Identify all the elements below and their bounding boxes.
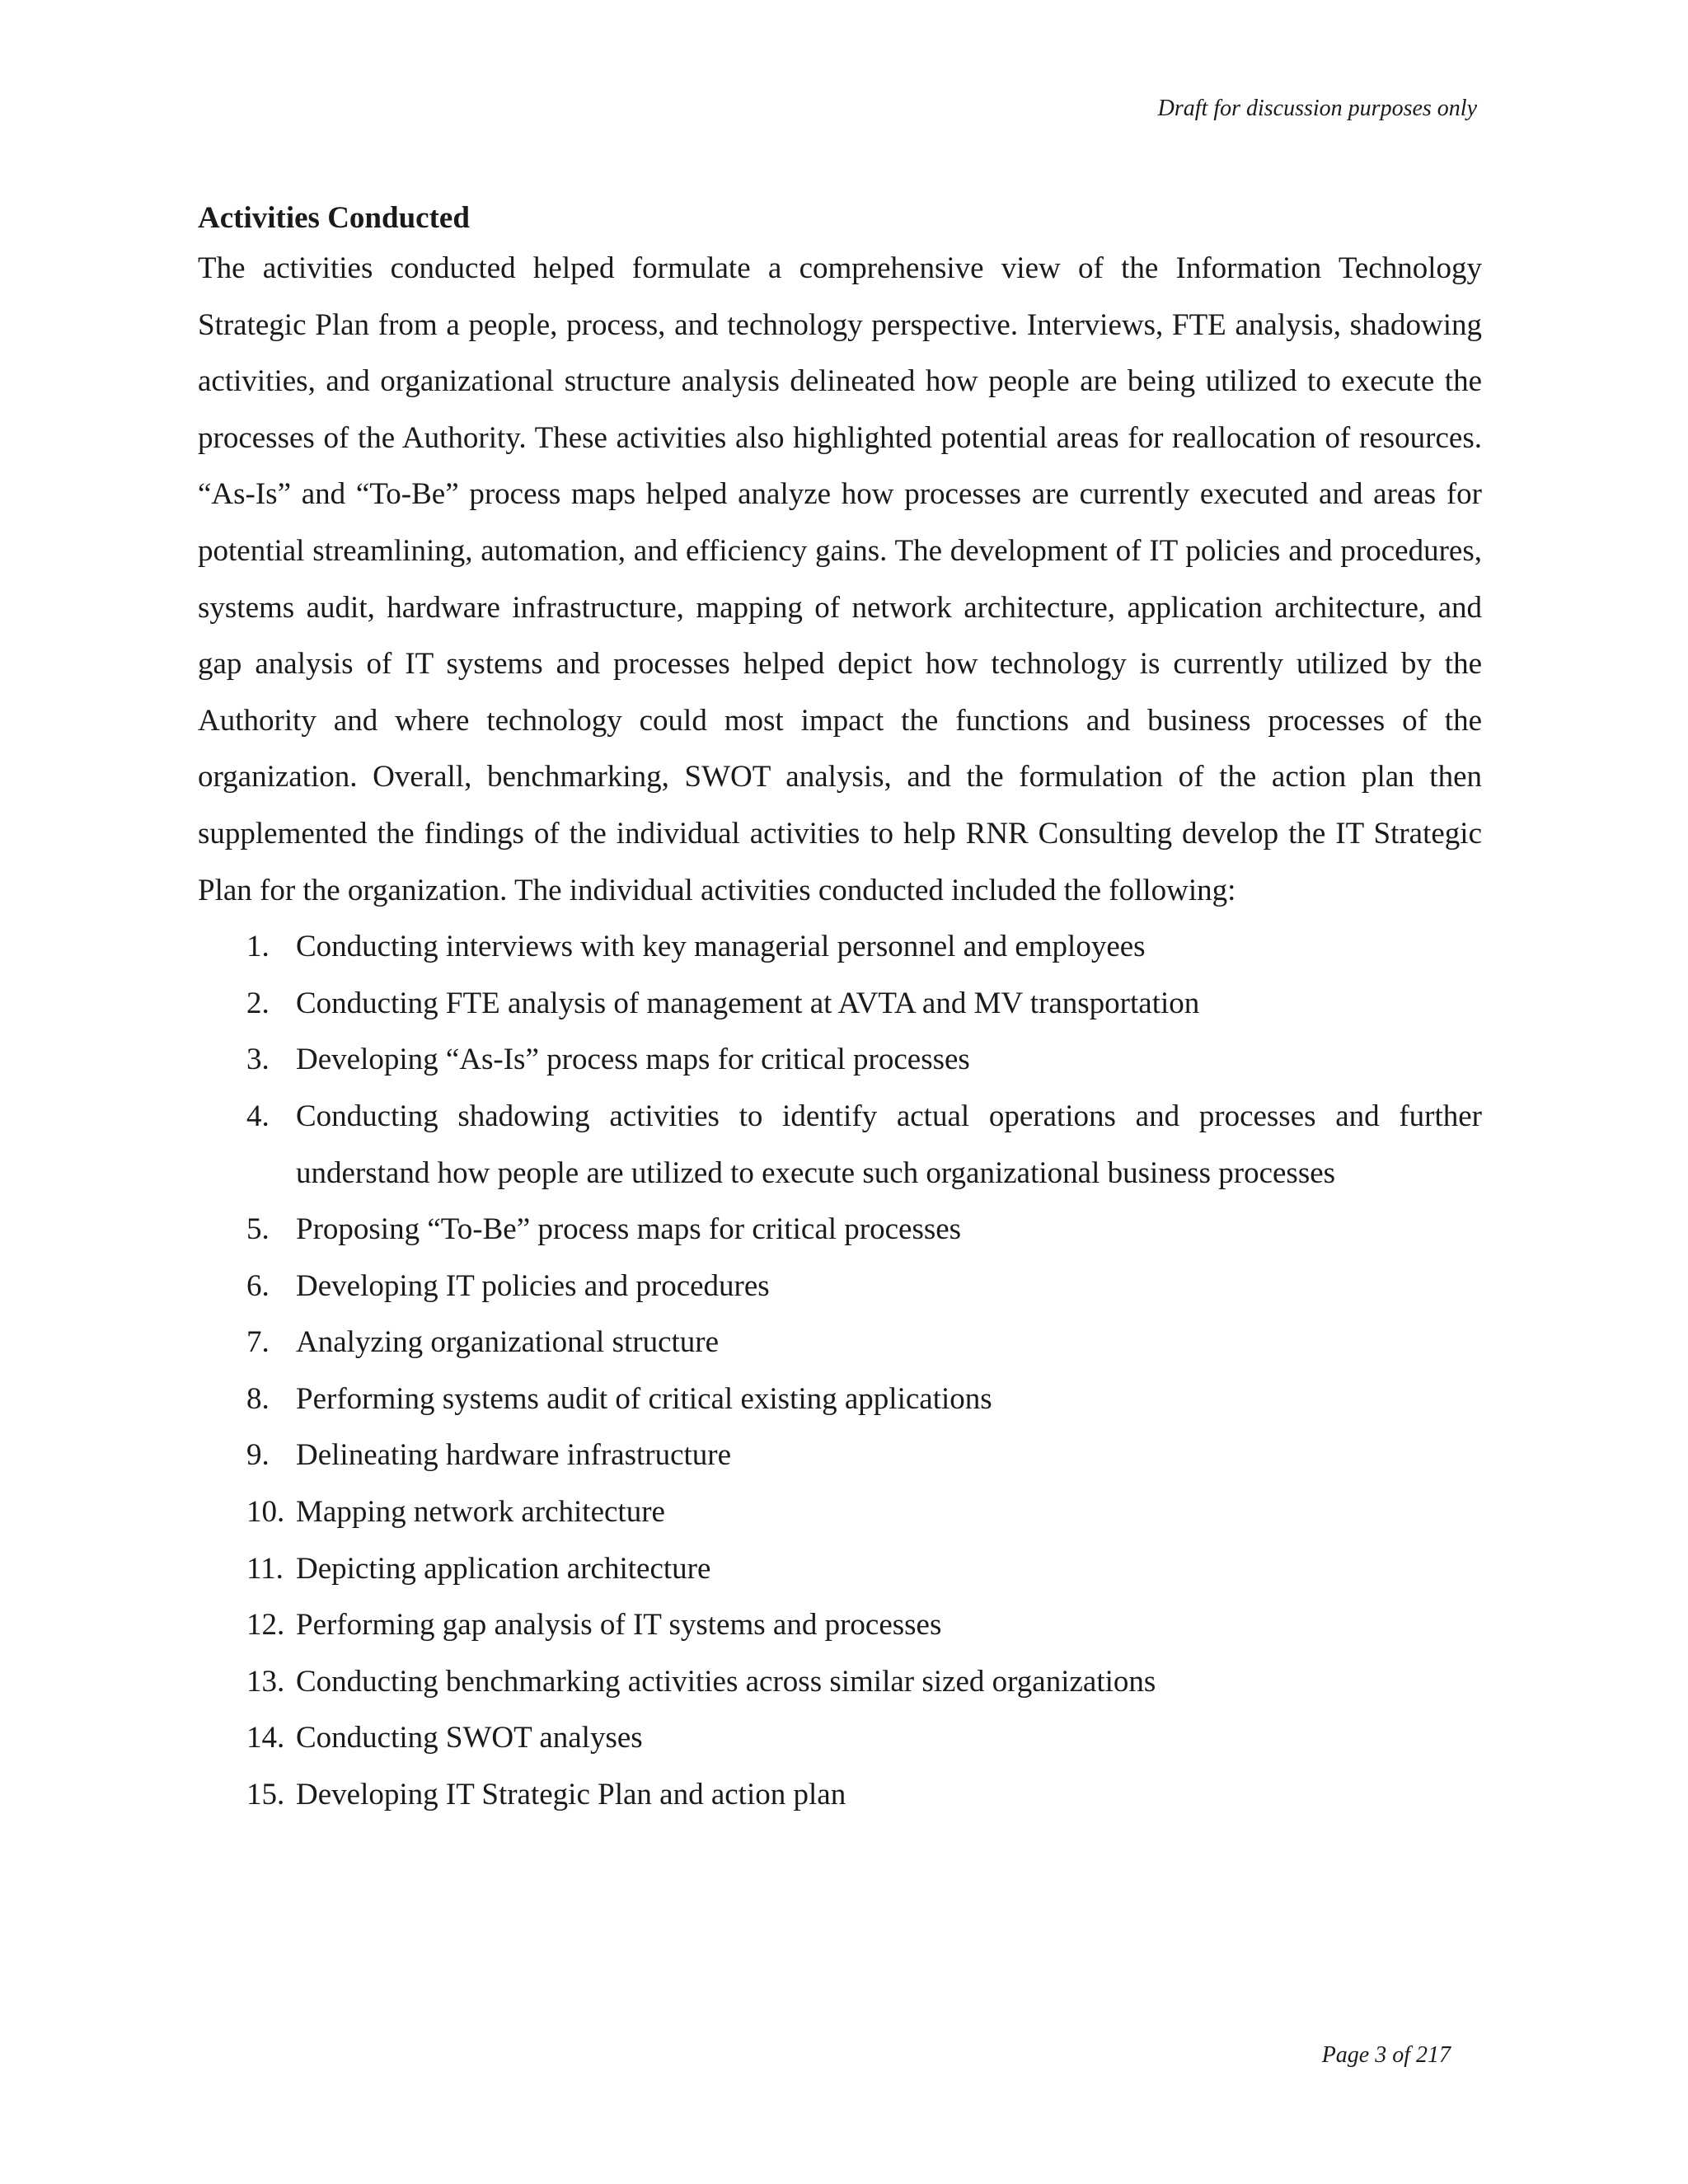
list-item-number-label: 13. bbox=[246, 1664, 285, 1699]
header-draft-note: Draft for discussion purposes only bbox=[1157, 96, 1477, 121]
list-item-number bbox=[198, 1654, 296, 1711]
list-item bbox=[198, 1032, 1482, 1089]
list-item-number bbox=[198, 1315, 296, 1371]
list-item-number bbox=[198, 1032, 296, 1089]
list-item-number-label: 4. bbox=[246, 1099, 270, 1133]
list-item-number bbox=[198, 1258, 296, 1315]
list-item-number-label: 14. bbox=[246, 1721, 285, 1755]
list-item-text: Performing gap analysis of IT systems and processes bbox=[296, 1608, 942, 1643]
list-item-text: Developing IT policies and procedures bbox=[296, 1268, 770, 1303]
list-item-number-label: 5. bbox=[246, 1212, 270, 1247]
list-item-number bbox=[198, 1371, 296, 1428]
list-item bbox=[198, 1371, 1482, 1428]
list-item-text: Conducting benchmarking activities across similar sized organizations bbox=[296, 1664, 1156, 1699]
list-item-text: Proposing “To-Be” process maps for critical processes bbox=[296, 1212, 962, 1247]
section-paragraph: The activities conducted helped formulate a comprehensive view of the Information Technology Strategic Plan from a people, process, and technology perspective. Interviews, FTE analysis, shadowing activities, and organizational structure analysis delineated how people are being utilized to execute the processes of the Authority. These activities also highlighted potential areas for reallocation of resources. “As-Is” and “To-Be” process maps helped analyze how processes are currently executed and areas for potential streamlining, automation, and efficiency gains. The development of IT policies and procedures, systems audit, hardware infrastructure, mapping of network architecture, application architecture, and gap analysis of IT systems and processes helped depict how technology is currently utilized by the Authority and where technology could most impact the functions and business processes of the organization. Overall, benchmarking, SWOT analysis, and the formulation of the action plan then supplemented the findings of the individual activities to help RNR Consulting develop the IT Strategic Plan for the organization. The individual activities conducted included the following: bbox=[198, 251, 1482, 907]
list-item bbox=[198, 1202, 1482, 1258]
list-item bbox=[198, 1541, 1482, 1598]
list-item-text: Conducting interviews with key managerial personnel and employees bbox=[296, 930, 1146, 964]
list-item-number-label: 8. bbox=[246, 1381, 270, 1416]
list-item-number bbox=[198, 1484, 296, 1541]
list-item-text: Depicting application architecture bbox=[296, 1551, 711, 1586]
list-item bbox=[198, 1597, 1482, 1654]
list-item-number bbox=[198, 1427, 296, 1484]
list-item-text: Analyzing organizational structure bbox=[296, 1325, 720, 1360]
list-item-text: Developing IT Strategic Plan and action plan bbox=[296, 1778, 846, 1812]
list-item-number bbox=[198, 1541, 296, 1598]
list-item bbox=[198, 1710, 1482, 1767]
list-item-number bbox=[198, 1767, 296, 1824]
list-item-number-label: 1. bbox=[246, 930, 270, 964]
activity-list bbox=[198, 919, 1482, 1824]
list-item-text: Conducting SWOT analyses bbox=[296, 1721, 643, 1755]
list-item bbox=[198, 919, 1482, 976]
list-item bbox=[198, 1484, 1482, 1541]
list-item bbox=[198, 1258, 1482, 1315]
page-number: Page 3 of 217 bbox=[1321, 2042, 1451, 2068]
list-item bbox=[198, 1654, 1482, 1711]
list-item-number-label: 9. bbox=[246, 1438, 270, 1473]
list-item-number-label: 10. bbox=[246, 1495, 285, 1530]
list-item-text: Developing “As-Is” process maps for critical processes bbox=[296, 1043, 970, 1077]
list-item bbox=[198, 1767, 1482, 1824]
list-item-number bbox=[198, 1089, 296, 1146]
list-item-number-label: 3. bbox=[246, 1043, 270, 1077]
list-item bbox=[198, 976, 1482, 1033]
list-item-number-label: 15. bbox=[246, 1778, 285, 1812]
list-item-text: Performing systems audit of critical existing applications bbox=[296, 1381, 992, 1416]
list-item bbox=[198, 1315, 1482, 1371]
list-item bbox=[198, 1427, 1482, 1484]
list-item-text: Delineating hardware infrastructure bbox=[296, 1438, 732, 1473]
list-item-number bbox=[198, 919, 296, 976]
list-item-number-label: 7. bbox=[246, 1325, 270, 1360]
document-content bbox=[198, 196, 1482, 1824]
list-item-number bbox=[198, 976, 296, 1033]
list-item-number-label: 12. bbox=[246, 1608, 285, 1643]
list-item-number bbox=[198, 1710, 296, 1767]
list-item bbox=[198, 1089, 1482, 1202]
list-item-text: Conducting FTE analysis of management at AVTA and MV transportation bbox=[296, 986, 1200, 1020]
section-heading: Activities Conducted bbox=[198, 201, 470, 235]
list-item-number-label: 11. bbox=[246, 1551, 284, 1586]
list-item-number-label: 6. bbox=[246, 1268, 270, 1303]
list-item-number-label: 2. bbox=[246, 986, 270, 1020]
list-item-text: Conducting shadowing activities to identify actual operations and processes and further understand how people are utilized to execute such organizational business processes bbox=[296, 1099, 1482, 1190]
list-item-number bbox=[198, 1202, 296, 1258]
list-item-text: Mapping network architecture bbox=[296, 1495, 665, 1530]
list-item-number bbox=[198, 1597, 296, 1654]
